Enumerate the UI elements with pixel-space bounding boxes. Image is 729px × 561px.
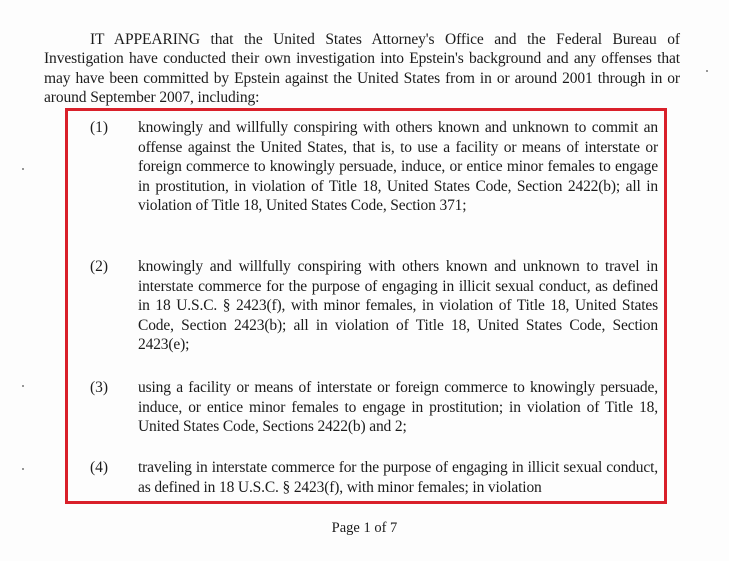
scan-speck [706, 70, 708, 72]
item-number: (4) [90, 459, 109, 476]
page-number: Page 1 of 7 [331, 520, 398, 536]
item-text: traveling in interstate commerce for the purpose of engaging in illicit sexual conduct, as defined in 18 U.S.C. § 2423(f), with minor females; in violation [138, 459, 658, 496]
scan-speck [22, 385, 24, 387]
item-text: using a facility or means of interstate or foreign commerce to knowingly persuade, induce, or entice minor females to engage in prostitution; in violation of Title 18, United States Code, Sections 2422(b) and 2; [138, 379, 658, 435]
item-number: (2) [90, 258, 109, 275]
scan-speck [22, 468, 24, 470]
item-text: knowingly and willfully conspiring with others known and unknown to commit an offense against the United States, that is, to use a facility or means of interstate or foreign commerce to knowingly persuade, induce, or entice minor females to engage in prostitution, in violation of Title 18, United States Code, Section 2422(b); all in violation of Title 18, United States Code, Section 371; [138, 119, 658, 214]
item-number: (3) [90, 379, 109, 396]
scan-speck [22, 168, 24, 170]
intro-paragraph: IT APPEARING that the United States Attorney's Office and the Federal Bureau of Investigation have conducted their own investigation into Epstein's background and any offenses that may have been committed by Epstein against the United States from in or around 2001 through in or around September 2007, including: [44, 30, 680, 106]
item-number: (1) [90, 119, 109, 136]
item-text: knowingly and willfully conspiring with others known and unknown to travel in interstate commerce for the purpose of engaging in illicit sexual conduct, as defined in 18 U.S.C. § 2423(f), with minor females, in violation of Title 18, United States Code, Section 2423(b); all in violation of Title 18, United States Code, Section 2423(e); [138, 258, 658, 353]
